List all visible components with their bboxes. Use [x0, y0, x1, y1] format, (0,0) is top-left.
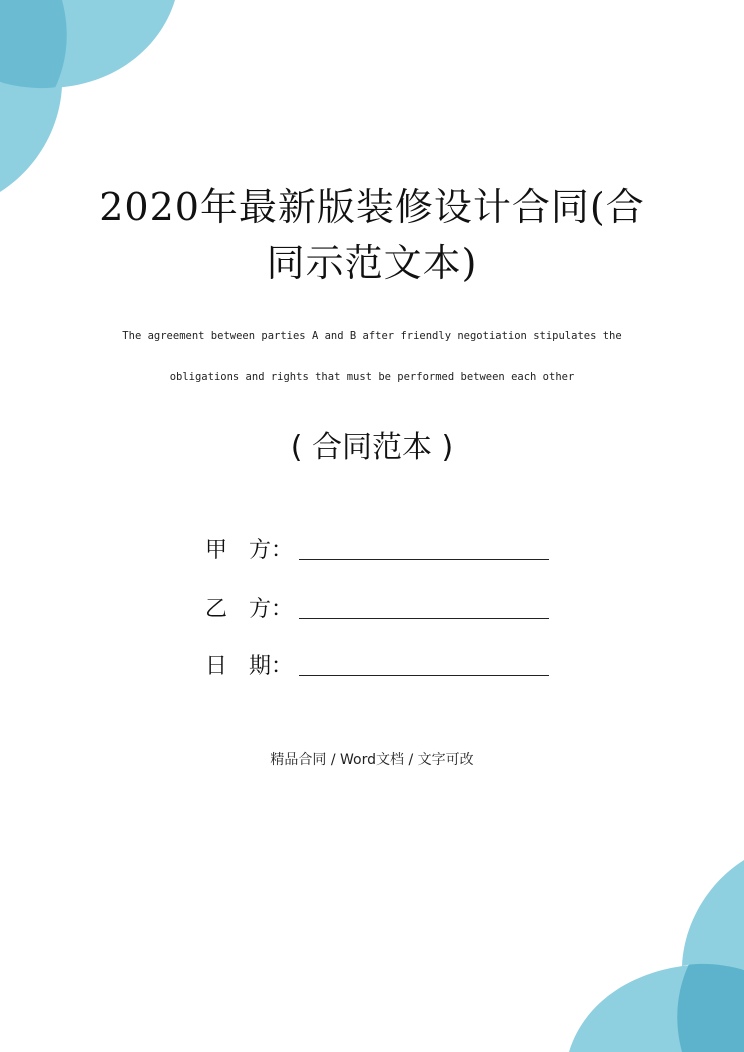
english-description-line-2: obligations and rights that must be performed between each other	[169, 371, 575, 383]
english-description-line-1: The agreement between parties A and B after friendly negotiation stipulates the	[122, 330, 622, 342]
document-title-line-2: 同示范文本)	[266, 241, 478, 285]
date-label: 日 期：	[205, 654, 294, 679]
date-blank-line	[299, 675, 549, 676]
document-title-line-1: 2020年最新版装修设计合同(合	[99, 185, 645, 229]
party-b-blank-line	[299, 618, 549, 619]
party-b-label: 乙 方：	[205, 597, 294, 622]
top-left-corner-decoration	[0, 0, 180, 200]
bottom-right-corner-decoration	[564, 852, 744, 1052]
party-a-label: 甲 方：	[205, 538, 294, 563]
party-a-blank-line	[299, 559, 549, 560]
footer-note: 精品合同 / Word文档 / 文字可改	[270, 752, 474, 768]
document-subtitle: ( 合同范本 )	[290, 430, 454, 465]
